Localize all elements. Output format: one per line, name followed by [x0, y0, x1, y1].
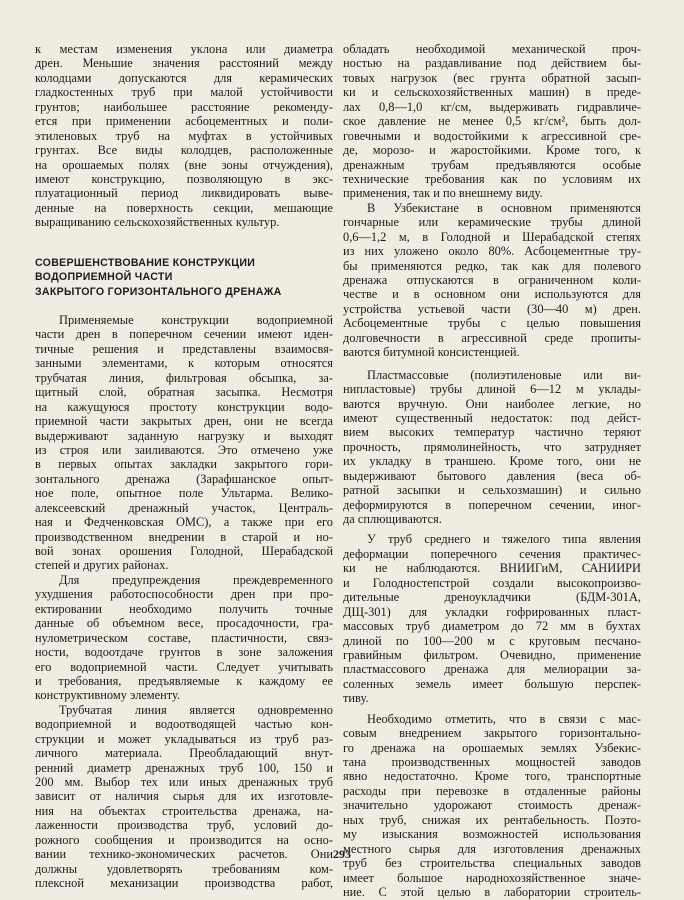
- text-line: из строя или заиливаются. Это отмечено уже: [35, 442, 333, 457]
- text-line: ренний диаметр дренажных труб 100, 150 и: [35, 760, 333, 775]
- text-line: дренажа отпускаются в ограниченном коли-: [343, 273, 641, 287]
- text-line: вой зонах орошения Голодной, Шерабадской: [35, 544, 333, 558]
- text-line: ваются вручную. Они наиболее легкие, но: [343, 396, 641, 411]
- text-line: Пластмассовые (полиэтиленовые или ви-: [367, 367, 641, 382]
- text-line: бы применяются редко, так как для полевого: [343, 258, 641, 273]
- text-line: Для предупреждения преждевременного: [59, 572, 333, 587]
- right-column: [343, 42, 641, 899]
- text-line: выращиванию сельскохозяйственных культур.: [35, 215, 280, 230]
- text-line: гравийным фильтром. Очевидно, применение: [343, 647, 641, 662]
- text-line: го дренажа на орошаемых землях Узбекис-: [343, 740, 641, 755]
- text-line: дительные дреноукладчики (БДМ-301А,: [343, 590, 641, 605]
- text-line: деформируются в поперечном сечении, иног-: [343, 497, 641, 512]
- text-line: колодцами допускаются для керамических: [35, 70, 333, 85]
- text-line: лах 0,8—1,0 кг/см, выдерживать гидравличе-: [343, 99, 641, 114]
- text-line: долговечности в агрессивной среде пропиты-: [343, 330, 641, 345]
- text-line: приемной части закрытых дрен, они не всегда: [35, 414, 333, 429]
- text-line: лаженности производства труб, условий до-: [35, 818, 333, 833]
- text-line: струкции и может укладываться из труб раз-: [35, 731, 333, 746]
- text-line: значительно удорожают стоимость дренаж-: [343, 798, 641, 813]
- page-number: 293: [333, 847, 351, 861]
- text-line: нулометрическом составе, пластичности, связ-: [35, 630, 333, 645]
- text-line: дрен. Меньшие значения расстояний между: [35, 56, 333, 71]
- text-line: ное поле, опытное поле Ультарма. Велико-: [35, 486, 333, 501]
- text-line: водоприемной и водоотводящей частью кон-: [35, 717, 333, 732]
- text-line: конструктивному элементу.: [35, 688, 181, 703]
- text-line: ности, водоотдаче грунтов в зоне заложения: [35, 645, 333, 660]
- text-line: к местам изменения уклона или диаметра: [35, 42, 333, 56]
- text-line: массовых труб диаметром до 72 мм в бухтах: [343, 619, 641, 634]
- text-line: степей и других районах.: [35, 558, 169, 573]
- text-line: Асбоцементные трубы с целью повышения: [343, 316, 641, 331]
- text-line: выдерживают бытового давления (веса об-: [343, 468, 641, 483]
- paragraph-local-materials: [343, 712, 641, 900]
- text-line: тичные решения и представлены взаимосвя-: [35, 341, 333, 356]
- text-line: му изыскания возможностей использования: [343, 827, 641, 842]
- text-line: деформации поперечного сечения практичес-: [343, 546, 641, 561]
- text-line: плуатационный период ликвидировать выве-: [35, 186, 333, 201]
- text-line: имеют существенный недостаток: под дейст-: [343, 410, 641, 425]
- text-line: производственном внедрении в старой и но-: [35, 529, 333, 544]
- text-line: ское давление не менее 0,5 кг/см², быть дол-: [343, 114, 641, 129]
- text-line: грунтах. Все виды колодцев, расположенные: [35, 143, 333, 158]
- text-line: гончарные или керамические трубы длиной: [343, 215, 641, 230]
- text-line: У труб среднего и тяжелого типа явления: [367, 532, 641, 547]
- text-line: части дрен в поперечном сечении имеют иден-: [35, 327, 333, 342]
- text-line: алексеевский дренажный участок, Централь-: [35, 500, 333, 515]
- text-line: и Голодностепстрой создали высокопроизво-: [343, 575, 641, 590]
- text-line: выдерживают заданную нагрузку и выходят: [35, 428, 333, 443]
- text-line: соленных земель имеет большую перспек-: [343, 676, 641, 691]
- heading-line: ВОДОПРИЕМНОЙ ЧАСТИ: [35, 271, 173, 284]
- text-line: Трубчатая линия является одновременно: [59, 702, 333, 717]
- text-line: в первых опытах закладки закрытого гори-: [35, 457, 333, 472]
- text-line: явно недостаточно. Кроме того, транспортные: [343, 769, 641, 784]
- text-line: В Узбекистане в основном применяются: [367, 200, 641, 215]
- text-line: товых нагрузок (вес грунта обратной засып-: [343, 70, 641, 85]
- text-line: ухудшения работоспособности дрен при про-: [35, 587, 333, 602]
- text-line: имеет большое народнохозяйственное значе-: [343, 870, 641, 885]
- text-line: технические требования как по условиям их: [343, 171, 641, 186]
- text-line: этиленовых труб на муфтах в устойчивых: [35, 128, 333, 143]
- paragraph-plastic-pipes: [343, 368, 641, 527]
- text-line: ратной засыпки и сельхозмашин) и сильно: [343, 483, 641, 498]
- text-line: прочность, прямолинейность, что затрудняет: [343, 439, 641, 454]
- text-line: говечными и водостойкими к агрессивной сре-: [343, 128, 641, 143]
- text-line: Необходимо отметить, что в связи с мас-: [367, 711, 641, 726]
- text-line: зависит от наличия сырья для их изготовле-: [35, 789, 333, 804]
- text-line: расходы при перевозке в отдаленные районы: [343, 783, 641, 798]
- text-line: ная и Федченковская ОМС), а также при его: [35, 515, 333, 530]
- text-line: честве и в основном они используются для: [343, 287, 641, 302]
- heading-line: СОВЕРШЕНСТВОВАНИЕ КОНСТРУКЦИИ: [35, 256, 256, 269]
- paragraph-drain-structure: [35, 313, 333, 573]
- text-line: тана производственных мощностей заводов: [343, 755, 641, 769]
- text-line: щитный слой, обратная засыпка. Несмотря: [35, 385, 333, 400]
- text-line: де, морозо- и жаростойкими. Кроме того, к: [343, 143, 641, 158]
- text-line: ектировании необходимо получить точные: [35, 601, 333, 616]
- text-line: вании технико-экономических расчетов. Они: [35, 847, 333, 862]
- text-line: имеют конструкцию, позволяющую в экс-: [35, 171, 333, 186]
- text-line: 0,6—1,2 м, в Голодной и Шерабадской степях: [343, 229, 641, 244]
- paragraph-well-spacing: [35, 42, 333, 230]
- text-line: его водоприемной части. Следует учитывать: [35, 659, 333, 674]
- text-line: совым внедрением закрытого горизонтально-: [343, 726, 641, 741]
- text-line: устройства устьевой части (30—40 м) дрен.: [343, 301, 641, 316]
- text-line: нипластовые) трубы длиной 6—12 м уклады-: [343, 382, 641, 397]
- paragraph-strength-requirements: [343, 42, 641, 201]
- paragraph-design-requirements: [35, 573, 333, 703]
- text-line: гладкостенных труб при малой устойчивости: [35, 85, 333, 100]
- text-line: ностью на раздавливание под действием бы-: [343, 56, 641, 71]
- text-line: ных труб, снижая их рентабельность. Поэто-: [343, 812, 641, 827]
- text-line: ние. С этой целью в лаборатории строитель-: [343, 884, 641, 899]
- text-line: личного материала. Преобладающий внут-: [35, 746, 333, 761]
- text-line: их укладку в траншею. Кроме того, они не: [343, 454, 641, 469]
- heading-line: ЗАКРЫТОГО ГОРИЗОНТАЛЬНОГО ДРЕНАЖА: [35, 285, 282, 298]
- text-line: рожного сообщения и производится на осно-: [35, 832, 333, 847]
- text-line: 200 мм. Выбор тех или иных дренажных труб: [35, 775, 333, 789]
- text-line: ДЩ-301) для укладки гофрированных пласт-: [343, 604, 641, 619]
- text-line: данные об объемном весе, просадочности, гра-: [35, 616, 333, 631]
- text-line: дренажным трубам предъявляются особые: [343, 157, 641, 172]
- text-line: из них уложено около 80%. Асбоцементные тру-: [343, 244, 641, 259]
- text-line: тиву.: [343, 691, 369, 706]
- section-heading: [35, 256, 333, 299]
- text-line: ки и сельскохозяйственных машин) в преде-: [343, 85, 641, 100]
- text-line: вием высоких температур частично теряют: [343, 425, 641, 440]
- text-line: на орошаемых полях (вне зоны отчуждения),: [35, 157, 333, 172]
- text-line: труб без строительства специальных заводов: [343, 856, 641, 871]
- text-line: ваются битумной консистенцией.: [343, 345, 520, 360]
- text-line: плексной механизации производства работ,: [35, 876, 333, 891]
- left-column: [35, 42, 333, 891]
- paragraph-pipe-line: [35, 703, 333, 891]
- text-line: пластмассового дренажа для мелиорации за-: [343, 662, 641, 677]
- text-line: на кажущуюся простоту конструкции водо-: [35, 399, 333, 414]
- text-line: ния на объектах строительства дренажа, на-: [35, 803, 333, 818]
- text-line: трубчатая линия, фильтровая обсыпка, за-: [35, 370, 333, 385]
- text-line: грунтов; наибольшее расстояние рекоменду-: [35, 99, 333, 114]
- text-line: да сплющиваются.: [343, 512, 442, 526]
- text-line: и требования, предъявляемые к каждому ее: [35, 673, 333, 688]
- text-line: занными элементами, к которым относятся: [35, 356, 333, 371]
- text-line: должны удовлетворять требованиям ком-: [35, 861, 333, 876]
- text-line: местного сырья для изготовления дренажных: [343, 841, 641, 856]
- text-line: Применяемые конструкции водоприемной: [59, 313, 333, 327]
- text-line: длиной по 100—200 м с круговым песчано-: [343, 633, 641, 648]
- paragraph-uzbekistan-pipes: [343, 201, 641, 360]
- text-line: ки не наблюдаются. ВНИИГиМ, САНИИРИ: [343, 561, 641, 576]
- text-line: применения, так и по внешнему виду.: [343, 186, 543, 201]
- text-line: зонтального дренажа (Зарафшанское опыт-: [35, 471, 333, 486]
- text-line: обладать необходимой механической проч-: [343, 42, 641, 56]
- paragraph-drain-layers: [343, 532, 641, 705]
- text-line: денные на поверхность секции, мешающие: [35, 200, 333, 215]
- text-line: ется при применении асбоцементных и поли-: [35, 114, 333, 129]
